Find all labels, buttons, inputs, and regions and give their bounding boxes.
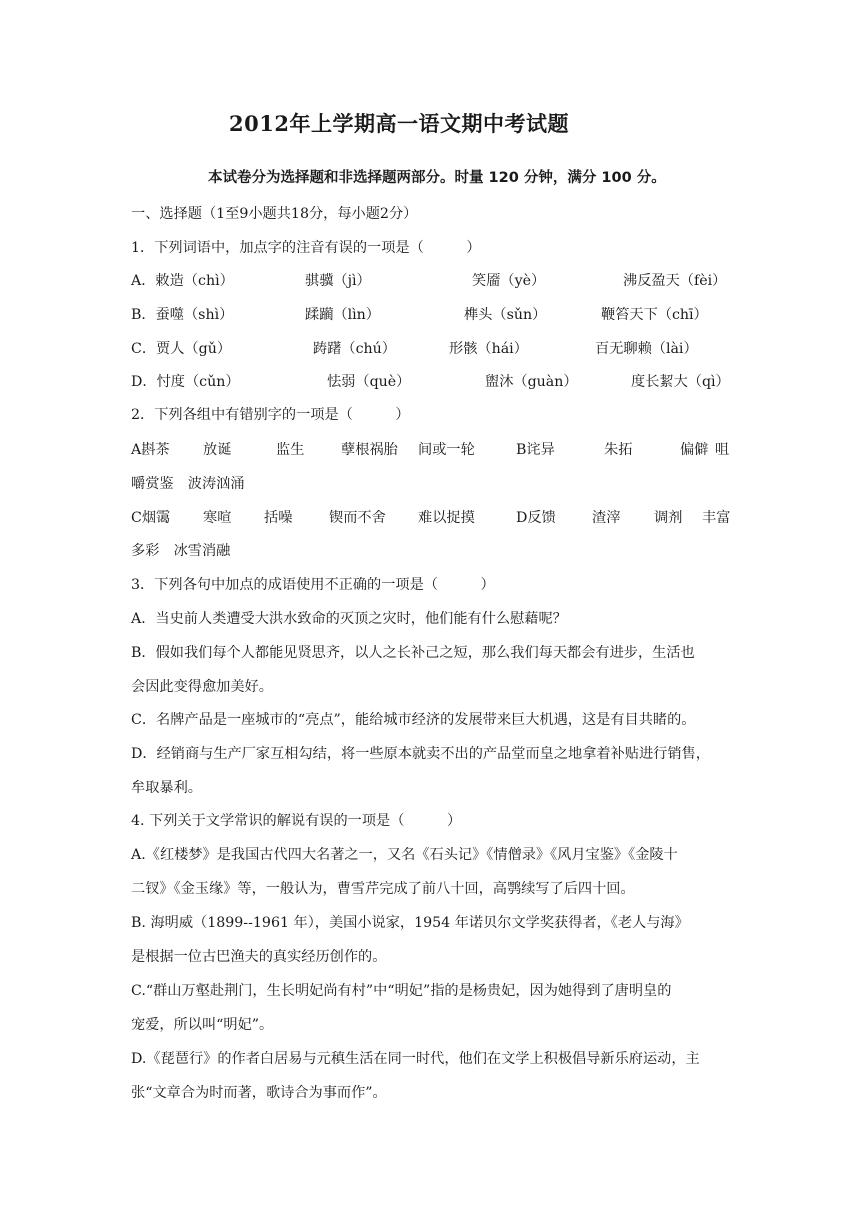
option-item: 笑靥（yè） — [472, 273, 546, 289]
question-3-option-d-cont: 牟取暴利。 — [131, 780, 202, 796]
question-4-option-c: C.“群山万壑赴荆门，生长明妃尚有村”中“明妃”指的是杨贵妃，因为她得到了唐明皇的 — [131, 983, 672, 999]
question-4-option-d: D.《琵琶行》的作者白居易与元稹生活在同一时代，他们在文学上积极倡导新乐府运动，主 — [131, 1051, 700, 1067]
option-item: 榫头（sǔn） — [464, 307, 547, 323]
option-item: C．贾人（gǔ） — [131, 341, 232, 357]
word-item: B诧异 — [516, 442, 555, 458]
question-1-stem: 1．下列词语中，加点字的注音有误的一项是（ ） — [131, 240, 481, 256]
option-item: 度长絜大（qì） — [631, 374, 730, 390]
option-item: A．敕造（chì） — [131, 273, 234, 289]
word-item: 调剂 — [654, 510, 683, 526]
word-item: 渣滓 — [592, 510, 621, 526]
option-item: 沸反盈天（fèi） — [623, 273, 727, 289]
option-item: 盥沐（guàn） — [485, 374, 578, 390]
option-item: 蹂躏（lìn） — [305, 307, 380, 323]
question-3-option-a: A．当史前人类遭受大洪水致命的灭顶之灾时，他们能有什么慰藉呢？ — [131, 611, 567, 627]
word-item: 放诞 — [203, 442, 232, 458]
option-item: 形骸（hái） — [449, 341, 528, 357]
exam-title: 2012年上学期高一语文期中考试题 — [229, 111, 569, 136]
word-item: 丰富 — [702, 510, 731, 526]
question-3-option-b: B．假如我们每个人都能见贤思齐，以人之长补己之短，那么我们每天都会有进步，生活也 — [131, 645, 695, 661]
option-item: 踌躇（chú） — [313, 341, 396, 357]
word-item: 监生 — [276, 442, 305, 458]
word-item: 偏僻 — [680, 442, 709, 458]
option-item: B．蚕噬（shì） — [131, 307, 234, 323]
question-4-option-b-cont: 是根据一位古巴渔夫的真实经历创作的。 — [131, 949, 387, 965]
question-4-option-a-cont: 二钗》《金玉缘》等，一般认为，曹雪芹完成了前八十回，高鹗续写了后四十回。 — [131, 881, 635, 897]
question-2-stem: 2．下列各组中有错别字的一项是（ ） — [131, 407, 410, 423]
option-item: 骐骥（jì） — [305, 273, 371, 289]
word-item: 孽根祸胎 — [341, 442, 398, 458]
option-item: 怯弱（què） — [327, 374, 411, 390]
question-4-option-c-cont: 宠爱，所以叫“明妃”。 — [131, 1017, 274, 1033]
option-item: 鞭笞天下（chī） — [601, 307, 708, 323]
word-item: 间或一轮 — [418, 442, 475, 458]
word-item: 括噪 — [264, 510, 293, 526]
question-4-stem: 4. 下列关于文学常识的解说有误的一项是（ ） — [131, 813, 462, 829]
question-2-line-ab-cont: 嚼赏鉴 波涛汹涌 — [131, 476, 245, 492]
word-item: 咀 — [715, 442, 730, 458]
word-item: C烟霭 — [131, 510, 171, 526]
question-3-stem: 3．下列各句中加点的成语使用不正确的一项是（ ） — [131, 577, 495, 593]
question-4-option-d-cont: 张“文章合为时而著，歌诗合为事而作”。 — [131, 1085, 387, 1101]
word-item: 难以捉摸 — [418, 510, 475, 526]
question-3-option-b-cont: 会因此变得愈加美好。 — [131, 679, 273, 695]
question-2-line-cd-cont: 多彩 冰雪消融 — [131, 543, 231, 559]
word-item: 寒喧 — [203, 510, 232, 526]
question-3-option-c: C．名牌产品是一座城市的“亮点”，能给城市经济的发展带来巨大机遇，这是有目共睹的。 — [131, 712, 696, 728]
word-item: A斟茶 — [131, 442, 170, 458]
section-heading: 一、选择题（1至9小题共18分，每小题2分） — [131, 206, 418, 222]
word-item: 朱拓 — [604, 442, 633, 458]
option-item: 百无聊赖（lài） — [595, 341, 698, 357]
word-item: 锲而不舍 — [329, 510, 386, 526]
exam-instructions: 本试卷分为选择题和非选择题两部分。时量 120 分钟，满分 100 分。 — [208, 170, 666, 186]
question-4-option-a: A.《红楼梦》是我国古代四大名著之一，又名《石头记》《情僧录》《风月宝鉴》《金陵十 — [131, 847, 678, 863]
question-3-option-d: D．经销商与生产厂家互相勾结，将一些原本就卖不出的产品堂而皇之地拿着补贴进行销售， — [131, 746, 710, 762]
option-item: D．忖度（cǔn） — [131, 374, 240, 390]
question-4-option-b: B. 海明威（1899--1961 年），美国小说家，1954 年诺贝尔文学奖获得者，《老人与海》 — [131, 915, 689, 931]
word-item: D反馈 — [516, 510, 556, 526]
